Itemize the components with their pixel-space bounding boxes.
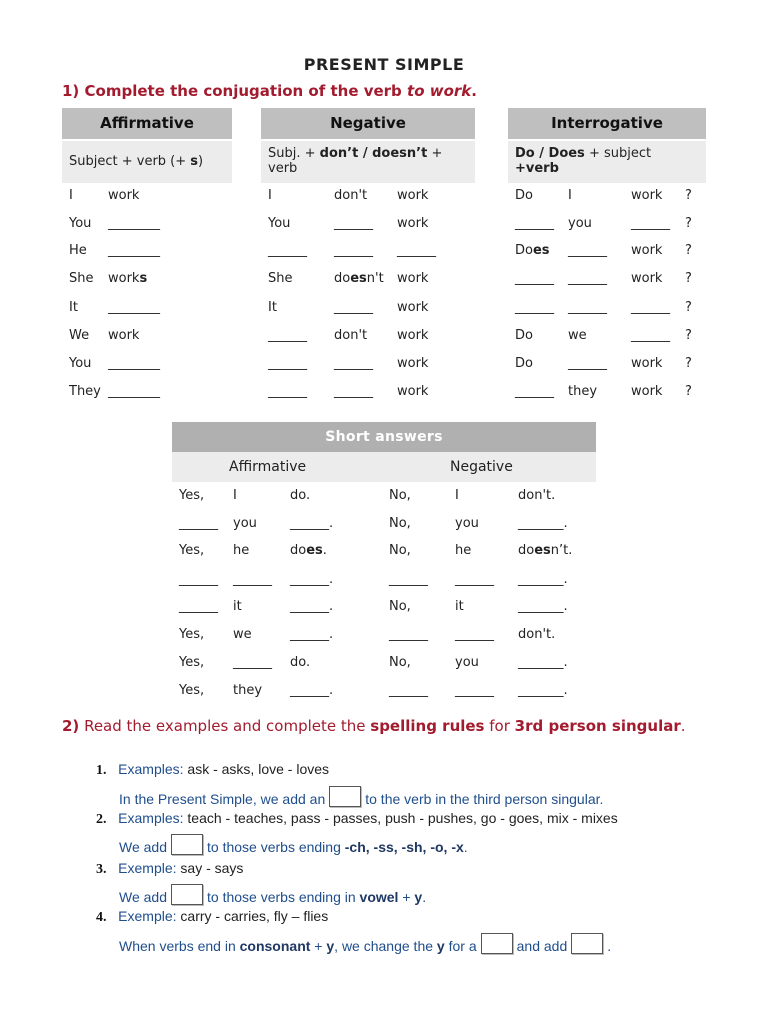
sa-aff-aux[interactable]: ______.: [290, 627, 334, 642]
negative-verb: work: [397, 356, 429, 371]
short-answers-affirmative-header: Affirmative: [229, 459, 307, 475]
interrogative-auxiliary: Does: [515, 243, 550, 258]
negative-auxiliary: don't: [334, 328, 368, 343]
interrogative-question-mark: ?: [685, 328, 692, 343]
sa-neg-aux[interactable]: _______.: [518, 516, 568, 531]
negative-verb: work: [397, 300, 429, 315]
interrogative-verb[interactable]: ______: [631, 216, 670, 231]
affirmative-verb: works: [108, 271, 148, 286]
rule-2-statement: We add to those verbs ending -ch, -ss, -sh, -o, -x.: [119, 834, 468, 855]
sa-aff-aux[interactable]: ______.: [290, 516, 334, 531]
affirmative-verb[interactable]: ________: [108, 356, 160, 371]
short-answers-table: [172, 422, 596, 482]
sa-aff-subject: he: [233, 543, 250, 558]
interrogative-subject: they: [568, 384, 598, 399]
inflection-ending: es: [532, 243, 550, 258]
negative-auxiliary: doesn't: [334, 271, 384, 286]
sa-aff-aux[interactable]: ______.: [290, 599, 334, 614]
negative-auxiliary: don't: [334, 188, 368, 203]
rule-2-answer-box[interactable]: [171, 834, 203, 855]
inflection-ending: es: [306, 543, 323, 558]
sa-aff-answer: Yes,: [179, 488, 205, 503]
sa-aff-aux[interactable]: ______.: [290, 683, 334, 698]
interrogative-verb: work: [631, 384, 663, 399]
sa-aff-aux: does.: [290, 543, 327, 558]
short-answers-header: Short answers: [172, 422, 596, 452]
sa-aff-answer[interactable]: ______: [179, 516, 218, 531]
rule-4-answer-box-1[interactable]: [481, 933, 513, 954]
sa-neg-answer: No,: [389, 655, 411, 670]
negative-verb[interactable]: ______: [397, 243, 436, 258]
interrogative-subject: I: [568, 188, 572, 203]
interrogative-question-mark: ?: [685, 384, 692, 399]
negative-subject[interactable]: ______: [268, 356, 307, 371]
inflection-ending: es: [534, 543, 551, 558]
affirmative-subject: We: [69, 328, 90, 343]
short-answers-subheader: [172, 452, 596, 482]
sa-neg-subject[interactable]: ______: [455, 683, 494, 698]
sa-neg-subject: he: [455, 543, 472, 558]
interrogative-subject[interactable]: ______: [568, 356, 607, 371]
interrogative-verb: work: [631, 243, 663, 258]
interrogative-question-mark: ?: [685, 271, 692, 286]
rule-4-statement: When verbs end in consonant + y, we change the y for a and add .: [119, 933, 611, 954]
affirmative-subject: They: [69, 384, 101, 399]
sa-aff-subject[interactable]: ______: [233, 572, 272, 587]
interrogative-auxiliary[interactable]: ______: [515, 271, 554, 286]
sa-neg-aux: don't.: [518, 488, 556, 503]
interrogative-question-mark: ?: [685, 216, 692, 231]
inflection-ending: es: [350, 271, 367, 286]
interrogative-subject[interactable]: ______: [568, 300, 607, 315]
negative-auxiliary[interactable]: ______: [334, 356, 373, 371]
interrogative-question-mark: ?: [685, 300, 692, 315]
interrogative-verb[interactable]: ______: [631, 300, 670, 315]
sa-aff-answer: Yes,: [179, 543, 205, 558]
sa-aff-answer: Yes,: [179, 655, 205, 670]
interrogative-question-mark: ?: [685, 356, 692, 371]
affirmative-verb[interactable]: ________: [108, 216, 160, 231]
affirmative-subject: She: [69, 271, 94, 286]
rule-1-answer-box[interactable]: [329, 786, 361, 807]
interrogative-subject[interactable]: ______: [568, 271, 607, 286]
affirmative-verb: work: [108, 328, 140, 343]
affirmative-table: [62, 108, 232, 183]
sa-neg-subject[interactable]: ______: [455, 572, 494, 587]
interrogative-verb[interactable]: ______: [631, 328, 670, 343]
sa-neg-aux[interactable]: _______.: [518, 572, 568, 587]
rule-3-statement: We add to those verbs ending in vowel + y.: [119, 884, 426, 905]
interrogative-verb: work: [631, 188, 663, 203]
sa-neg-answer[interactable]: ______: [389, 572, 428, 587]
interrogative-subject: you: [568, 216, 592, 231]
rule-4-examples: 4. Exemple: carry - carries, fly – flies: [96, 908, 329, 925]
sa-neg-aux[interactable]: _______.: [518, 599, 568, 614]
affirmative-subject: You: [69, 356, 92, 371]
sa-aff-subject: you: [233, 516, 257, 531]
negative-verb: work: [397, 271, 429, 286]
sa-aff-aux[interactable]: ______.: [290, 572, 334, 587]
interrogative-auxiliary[interactable]: ______: [515, 300, 554, 315]
interrogative-verb: work: [631, 356, 663, 371]
affirmative-formula: Subject + verb (+ s): [62, 141, 232, 183]
affirmative-subject: He: [69, 243, 87, 258]
sa-neg-answer: No,: [389, 543, 411, 558]
sa-aff-aux: do.: [290, 488, 311, 503]
interrogative-auxiliary: Do: [515, 328, 533, 343]
short-answers-negative-header: Negative: [450, 459, 513, 475]
page-title: PRESENT SIMPLE: [303, 55, 465, 74]
rule-4-answer-box-2[interactable]: [571, 933, 603, 954]
affirmative-verb[interactable]: ________: [108, 300, 160, 315]
affirmative-verb[interactable]: ________: [108, 384, 160, 399]
interrogative-formula: Do / Does + subject +verb: [508, 141, 706, 183]
negative-subject[interactable]: ______: [268, 243, 307, 258]
negative-formula: Subj. + don’t / doesn’t + verb: [261, 141, 475, 183]
sa-aff-subject: we: [233, 627, 252, 642]
sa-neg-subject: you: [455, 516, 479, 531]
sa-neg-subject: it: [455, 599, 464, 614]
interrogative-auxiliary[interactable]: ______: [515, 384, 554, 399]
sa-neg-subject: I: [455, 488, 459, 503]
negative-subject[interactable]: ______: [268, 328, 307, 343]
rule-3-examples: 3. Exemple: say - says: [96, 860, 244, 877]
affirmative-subject: You: [69, 216, 92, 231]
interrogative-table: [508, 108, 706, 183]
negative-subject: She: [268, 271, 293, 286]
negative-verb: work: [397, 188, 429, 203]
negative-auxiliary[interactable]: ______: [334, 300, 373, 315]
sa-aff-aux: do.: [290, 655, 311, 670]
affirmative-verb[interactable]: ________: [108, 243, 160, 258]
section-2-heading: 2) Read the examples and complete the spelling rules for 3rd person singular.: [62, 717, 686, 735]
affirmative-subject: It: [69, 300, 78, 315]
affirmative-header: Affirmative: [62, 108, 232, 139]
sa-neg-subject[interactable]: ______: [455, 627, 494, 642]
sa-aff-subject: it: [233, 599, 242, 614]
sa-aff-subject: they: [233, 683, 263, 698]
negative-verb: work: [397, 328, 429, 343]
interrogative-question-mark: ?: [685, 243, 692, 258]
negative-subject: You: [268, 216, 291, 231]
interrogative-subject: we: [568, 328, 587, 343]
interrogative-header: Interrogative: [508, 108, 706, 139]
negative-table: [261, 108, 475, 183]
sa-aff-answer: Yes,: [179, 683, 205, 698]
sa-neg-aux: don't.: [518, 627, 556, 642]
interrogative-auxiliary[interactable]: ______: [515, 216, 554, 231]
sa-aff-answer[interactable]: ______: [179, 572, 218, 587]
negative-subject[interactable]: ______: [268, 384, 307, 399]
sa-neg-aux[interactable]: _______.: [518, 683, 568, 698]
section-1-heading: 1) Complete the conjugation of the verb to work.: [62, 82, 477, 100]
rule-3-answer-box[interactable]: [171, 884, 203, 905]
sa-neg-answer[interactable]: ______: [389, 627, 428, 642]
negative-verb: work: [397, 384, 429, 399]
rule-1-examples: 1. Examples: ask - asks, love - loves: [96, 761, 330, 778]
negative-auxiliary[interactable]: ______: [334, 384, 373, 399]
negative-subject: I: [268, 188, 272, 203]
interrogative-question-mark: ?: [685, 188, 692, 203]
negative-header: Negative: [261, 108, 475, 139]
sa-aff-subject[interactable]: ______: [233, 655, 272, 670]
negative-subject: It: [268, 300, 277, 315]
rule-2-examples: 2. Examples: teach - teaches, pass - passes, push - pushes, go - goes, mix - mixes: [96, 810, 618, 827]
affirmative-verb: work: [108, 188, 140, 203]
interrogative-auxiliary: Do: [515, 356, 533, 371]
sa-neg-subject: you: [455, 655, 479, 670]
sa-aff-answer: Yes,: [179, 627, 205, 642]
inflection-ending: s: [139, 271, 148, 286]
sa-aff-subject: I: [233, 488, 237, 503]
sa-neg-answer: No,: [389, 488, 411, 503]
affirmative-subject: I: [69, 188, 73, 203]
negative-auxiliary[interactable]: ______: [334, 243, 373, 258]
sa-neg-aux[interactable]: _______.: [518, 655, 568, 670]
sa-neg-answer: No,: [389, 599, 411, 614]
sa-aff-answer[interactable]: ______: [179, 599, 218, 614]
sa-neg-aux: doesn’t.: [518, 543, 573, 558]
interrogative-auxiliary: Do: [515, 188, 533, 203]
negative-auxiliary[interactable]: ______: [334, 216, 373, 231]
sa-neg-answer[interactable]: ______: [389, 683, 428, 698]
interrogative-subject[interactable]: ______: [568, 243, 607, 258]
sa-neg-answer: No,: [389, 516, 411, 531]
negative-verb: work: [397, 216, 429, 231]
interrogative-verb: work: [631, 271, 663, 286]
rule-1-statement: In the Present Simple, we add an to the verb in the third person singular.: [119, 786, 603, 807]
